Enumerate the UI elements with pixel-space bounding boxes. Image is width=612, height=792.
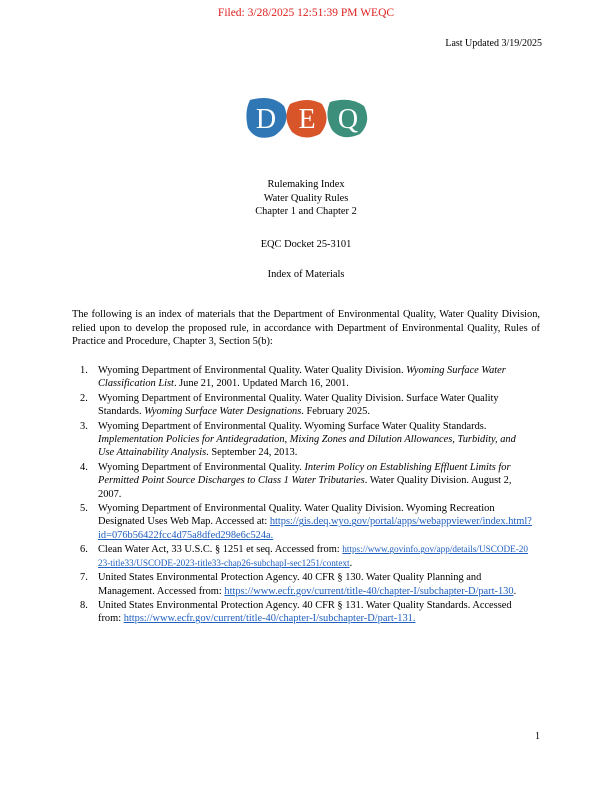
list-item (72, 599, 532, 626)
logo-letter-q: Q (337, 104, 359, 135)
item-title: Interim Policy on Establishing Effluent Limits for Permitted Point Source Discharges to Class 1 Water Tributaries (98, 461, 511, 487)
item-number: 6. (80, 544, 88, 556)
title-line-2: Water Quality Rules (263, 192, 349, 204)
item-text-tail: . June 21, 2001. Updated March 16, 2001. (173, 378, 349, 390)
title-line-3: Chapter 1 and Chapter 2 (255, 206, 357, 218)
title-line-1: Rulemaking Index (267, 179, 345, 190)
logo-letter-d: D (255, 104, 277, 135)
title-block (0, 178, 612, 219)
item-number: 5. (80, 503, 88, 515)
item-text-tail: . (349, 557, 353, 569)
list-item (72, 392, 532, 419)
item-text: Wyoming Department of Environmental Quality. Water Quality Division. (98, 365, 407, 376)
docket-number: EQC Docket 25-3101 (260, 239, 352, 250)
item-number: 4. (80, 461, 88, 473)
item-number: 1. (80, 365, 88, 376)
item-text: Wyoming Department of Environmental Quality. Water Quality Division. Wyoming Recreation Designated Uses Web Map. Accessed at: (98, 503, 495, 528)
item-text: Clean Water Act, 33 U.S.C. § 1251 et seq. Accessed from: (98, 544, 343, 556)
item-text: Wyoming Department of Environmental Quality. Water Quality Division. Surface Water Quality Standards. (98, 392, 499, 418)
materials-list (72, 364, 532, 627)
deq-logo (244, 96, 372, 140)
item-text-tail: . Water Quality Division. August 2, 2007. (98, 475, 512, 500)
list-item (72, 364, 532, 391)
ecfr-part-131-link[interactable]: https://www.ecfr.gov/current/title-40/chapter-I/subchapter-D/part-131. (123, 613, 416, 625)
list-item (72, 543, 532, 570)
list-item (72, 420, 532, 460)
ecfr-part-130-link[interactable]: https://www.ecfr.gov/current/title-40/chapter-I/subchapter-D/part-130 (224, 585, 514, 597)
item-text-tail: . February 2025. (301, 406, 370, 418)
item-title: Implementation Policies for Antidegradation, Mixing Zones and Dilution Allowances, Turbidity, and Use Attainability Analysis (98, 434, 516, 459)
logo-letter-e: E (298, 104, 316, 135)
last-updated: Last Updated 3/19/2025 (445, 38, 542, 49)
list-item (72, 571, 532, 598)
item-text-tail: . September 24, 2013. (206, 447, 298, 459)
item-title: Wyoming Surface Water Designations (144, 406, 302, 418)
item-text-tail: . (513, 585, 517, 597)
item-number: 2. (80, 392, 88, 404)
item-number: 3. (80, 420, 88, 432)
item-title: Wyoming Surface Water Classification List (98, 365, 506, 390)
item-text: United States Environmental Protection Agency. 40 CFR § 130. Water Quality Planning and Management. Accessed from: (98, 572, 482, 597)
item-text: United States Environmental Protection Agency. 40 CFR § 131. Water Quality Standards. Accessed from: (98, 599, 512, 625)
intro-paragraph: The following is an index of materials that the Department of Environmental Quality, Water Quality Division, relied upon to develop the proposed rule, in accordance with Department of Environmental Quality, Rules of Practice and Procedure, Chapter 3, Section 5(b): (72, 309, 540, 348)
item-text: Wyoming Department of Environmental Quality. Wyoming Surface Water Quality Standards. (98, 420, 487, 432)
list-item (72, 461, 532, 501)
list-item (72, 502, 532, 542)
item-text: Wyoming Department of Environmental Quality. (98, 461, 305, 473)
filed-stamp: Filed: 3/28/2025 12:51:39 PM WEQC (217, 7, 395, 19)
index-heading: Index of Materials (267, 269, 345, 280)
item-number: 8. (80, 599, 88, 611)
item-number: 7. (80, 572, 88, 584)
page-number: 1 (535, 731, 540, 742)
gis-web-map-link[interactable]: https://gis.deq.wyo.gov/portal/apps/webappviewer/index.html?id=076b56422fcc4d75a8dfed298e6c524a. (98, 516, 532, 541)
govinfo-clean-water-act-link[interactable]: https://www.govinfo.gov/app/details/USCODE-2023-title33/USCODE-2023-title33-chap26-subchapI-sec1251/context (98, 544, 528, 568)
